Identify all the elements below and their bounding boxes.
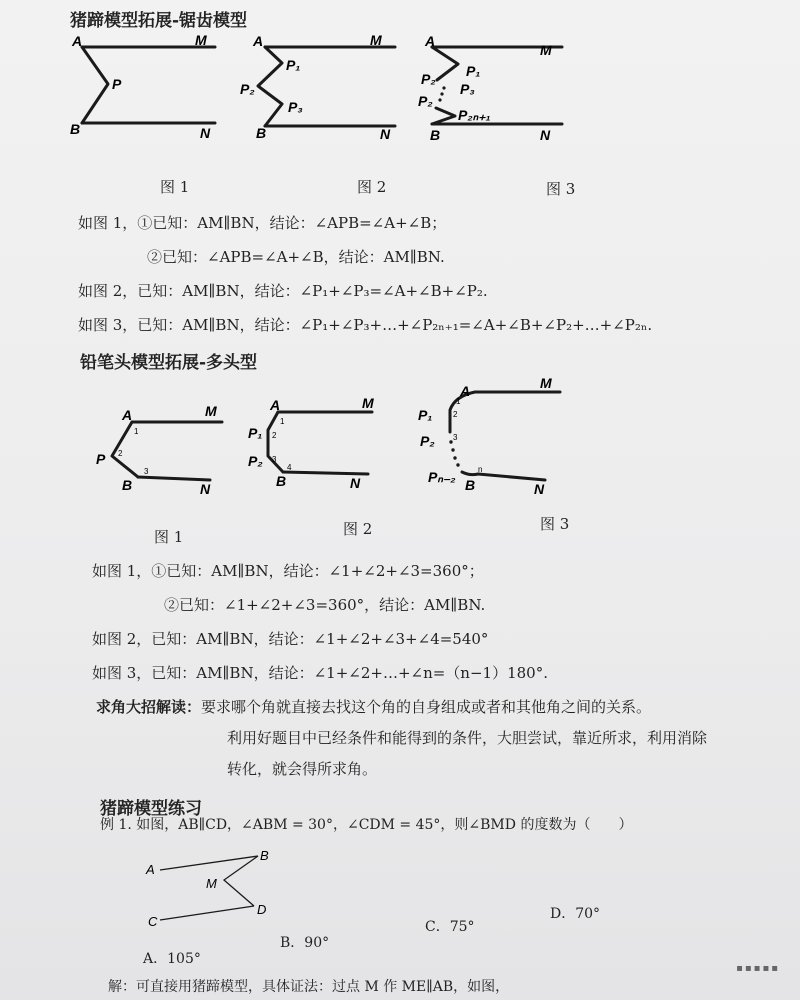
fig3-label-n: N: [540, 127, 551, 143]
fig1-label-m: M: [195, 32, 207, 48]
s2-fig2-label-m: M: [362, 395, 374, 411]
practice-label-m: M: [206, 876, 217, 891]
fig3-label-p2: P₂: [421, 71, 436, 87]
s2-fig3-label-n: N: [534, 481, 545, 497]
section1-line-4: 如图 3，已知：AM∥BN，结论：∠P₁+∠P₃+…+∠P₂ₙ₊₁=∠A+∠B+∠P₂+…+∠P₂ₙ.: [78, 316, 653, 334]
s2-fig1-label-b: B: [122, 477, 133, 493]
s2-fig3-angle-2: 2: [453, 410, 458, 419]
option-d-letter: D．: [550, 906, 576, 922]
s2-fig1-label-m: M: [205, 403, 217, 419]
fig2-label-p1: P₁: [286, 57, 301, 73]
option-b-value: 90°: [304, 935, 330, 951]
section2-figures: [0, 372, 800, 512]
option-b-letter: B．: [280, 935, 305, 951]
option-d[interactable]: [550, 903, 600, 923]
fig3-zigzag-bottom: [432, 108, 455, 124]
fig2-label-m: M: [370, 32, 382, 48]
s2-fig2-label-n: N: [350, 475, 361, 491]
tips-line-1: 要求哪个角就直接去找这个角的自身组成或者和其他角之间的关系。: [201, 698, 652, 716]
practice-label-c: C: [148, 914, 158, 929]
section1-figures: [0, 28, 800, 168]
fig2-label-n: N: [380, 126, 391, 142]
fig2-label-p2: P₂: [240, 81, 255, 97]
fig1-label-n: N: [200, 125, 211, 141]
s2-fig1-angle-1: 1: [134, 427, 139, 436]
s2-fig3-label-p2: P₂: [420, 433, 435, 449]
option-b[interactable]: [280, 932, 329, 952]
option-a-value: 105°: [167, 951, 201, 967]
s2-fig1-label-n: N: [200, 481, 211, 497]
fig2-zigzag: [258, 47, 282, 126]
s2-fig2-label-p2: P₂: [248, 453, 263, 469]
s2-fig2-angle-4: 4: [287, 463, 292, 472]
fig3-label-p2n1: P₂ₙ₊₁: [458, 107, 491, 123]
s2-fig3-label-m: M: [540, 375, 552, 391]
s2-fig2-angle-3: 3: [272, 455, 277, 464]
fig1-label-b: B: [70, 121, 81, 137]
tips-block: [96, 696, 651, 717]
fig3-label-a: A: [425, 33, 436, 49]
practice-line-cd: [160, 906, 254, 920]
section1-fig2-caption: 图 2: [357, 178, 387, 196]
fig1-zigzag: [82, 47, 108, 123]
s2-fig3-dots: [449, 440, 459, 466]
s2-fig2-angle-1: 1: [280, 417, 285, 426]
section2-line-4: 如图 3，已知：AM∥BN，结论：∠1+∠2+…+∠n=（n−1）180°.: [92, 664, 548, 682]
section1-line-1: 如图 1，①已知：AM∥BN，结论：∠APB=∠A+∠B；: [78, 214, 447, 232]
fig1-label-a: A: [72, 33, 83, 49]
practice-title: 猪蹄模型练习: [100, 799, 202, 819]
s2-fig1-angle-3: 3: [144, 467, 149, 476]
fig2-label-b: B: [256, 125, 267, 141]
option-c-value: 75°: [449, 919, 475, 935]
fig3-label-p3: P₃: [460, 81, 475, 97]
section1-fig1-caption: 图 1: [160, 178, 190, 196]
tips-line-2: 利用好题目中已经条件和能得到的条件，大胆尝试，靠近所求，利用消除: [227, 729, 708, 747]
section2-line-1: 如图 1，①已知：AM∥BN，结论：∠1+∠2+∠3=360°；: [92, 562, 484, 580]
practice-label-a: A: [146, 862, 155, 877]
fig2-label-a: A: [253, 33, 264, 49]
option-c-letter: C．: [425, 919, 450, 935]
practice-question: 例 1. 如图，AB∥CD，∠ABM = 30°，∠CDM = 45°，则∠BMD 的度数为（ ）: [100, 817, 633, 833]
fig3-label-m: M: [540, 42, 552, 58]
s2-fig2-angle-2: 2: [272, 431, 277, 440]
section1-fig3-caption: 图 3: [546, 180, 576, 198]
s2-fig3-label-p1: P₁: [418, 407, 433, 423]
fig2-label-p3: P₃: [288, 99, 303, 115]
s2-fig1-label-a: A: [122, 407, 133, 423]
s2-fig3-angle-1: 1: [456, 397, 461, 406]
section2-fig3-caption: 图 3: [540, 515, 570, 533]
s2-fig2-line-bn: [283, 472, 368, 474]
section1-line-2: ②已知：∠APB=∠A+∠B，结论：AM∥BN.: [147, 248, 445, 266]
fig3-dots: [438, 86, 445, 101]
fig3-label-p2-lower: P₂: [418, 93, 433, 109]
s2-fig2-label-p1: P₁: [248, 425, 263, 441]
s2-fig1-line-bn: [138, 477, 210, 480]
section1-title: 猪蹄模型拓展-锯齿模型: [70, 11, 248, 31]
section2-fig2-caption: 图 2: [343, 520, 373, 538]
section2-fig1-caption: 图 1: [154, 528, 184, 546]
section2-line-2: ②已知：∠1+∠2+∠3=360°，结论：AM∥BN.: [164, 596, 486, 614]
section2-line-3: 如图 2，已知：AM∥BN，结论：∠1+∠2+∠3+∠4=540°: [92, 630, 489, 648]
s2-fig3-label-pn2: Pₙ₋₂: [428, 469, 456, 485]
practice-label-b: B: [260, 848, 269, 863]
section2-title: 铅笔头模型拓展-多头型: [80, 353, 258, 373]
section1-line-3: 如图 2，已知：AM∥BN，结论：∠P₁+∠P₃=∠A+∠B+∠P₂.: [78, 282, 488, 300]
practice-m-vertex: [224, 856, 258, 906]
s2-fig3-angle-3: 3: [453, 433, 458, 442]
fig1-label-p: P: [112, 76, 122, 92]
option-a[interactable]: [143, 948, 201, 968]
option-c[interactable]: [425, 916, 475, 936]
tips-label: 求角大招解读：: [96, 698, 202, 716]
s2-fig3-label-b: B: [465, 477, 476, 493]
practice-figure: [130, 840, 290, 930]
tips-line-3: 转化，就会得所求角。: [227, 760, 378, 778]
fig3-zigzag-top: [432, 47, 458, 80]
practice-line-ab: [160, 856, 258, 870]
option-a-letter: A．: [143, 951, 168, 967]
option-d-value: 70°: [575, 906, 601, 922]
s2-fig1-label-p: P: [96, 451, 106, 467]
practice-solution: 解：可直接用猪蹄模型，具体证法：过点 M 作 ME∥AB，如图，: [108, 979, 510, 995]
practice-label-d: D: [257, 902, 267, 917]
s2-fig1-angle-2: 2: [118, 449, 123, 458]
s2-fig3-angle-n: n: [478, 465, 483, 474]
fig3-label-p1: P₁: [466, 63, 481, 79]
s2-fig3-label-a: A: [460, 383, 471, 399]
more-dots-icon[interactable]: ▪▪▪▪▪: [736, 963, 780, 974]
fig3-label-b: B: [430, 127, 441, 143]
s2-fig2-label-b: B: [276, 473, 287, 489]
s2-fig2-label-a: A: [270, 397, 281, 413]
